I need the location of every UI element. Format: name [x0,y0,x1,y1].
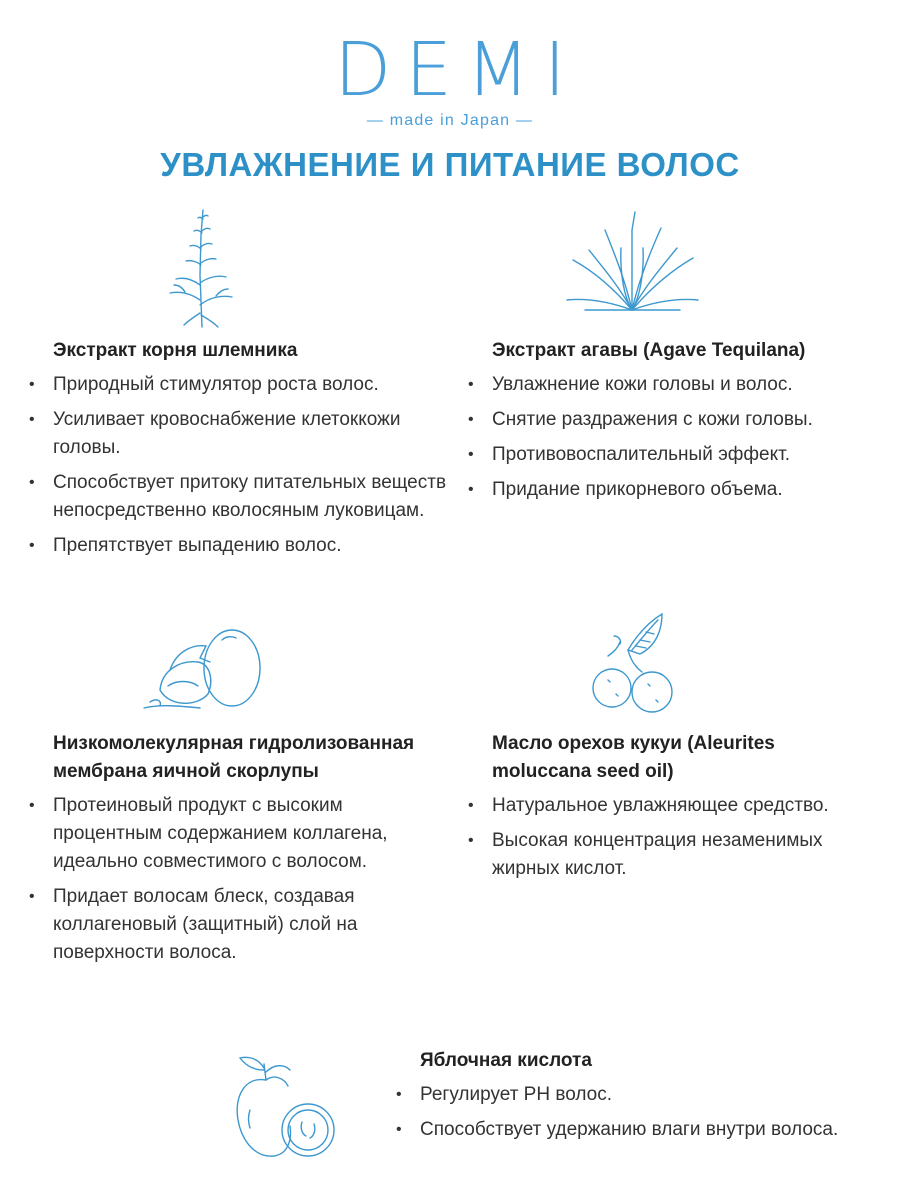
list-item: • Придание прикорневого объема. [492,476,892,504]
agave-plant-icon [565,210,700,315]
apple-icon [230,1050,340,1165]
section-egg-membrane [53,730,433,974]
list-item: • Высокая концентрация незаменимых жирных кислот. [492,827,852,883]
section-heading: Экстракт корня шлемника [53,340,298,361]
section-heading: Низкомолекулярная гидролизованная мембрана яичной скорлупы [53,733,415,782]
section-skullcap [53,337,453,567]
section-heading: Экстракт агавы (Agave Tequilana) [492,340,806,361]
brand-name: DEMI [334,27,580,113]
list-item: • Препятствует выпадению волос. [53,532,453,560]
list-item: • Способствует притоку питательных веществ непосредственно кволосяным луковицам. [53,469,453,525]
brand-tagline: — made in Japan — [366,112,534,129]
list-item: • Регулирует PH волос. [420,1081,840,1109]
list-item: • Снятие раздражения с кожи головы. [492,406,892,434]
section-points [53,792,433,967]
section-malic-acid [420,1047,840,1151]
list-item: • Натуральное увлажняющее средство. [492,792,852,820]
section-points [492,792,852,883]
list-item: • Протеиновый продукт с высоким процентным содержанием коллагена, идеально совместимого с волосом. [53,792,433,876]
list-item: • Способствует удержанию влаги внутри волоса. [420,1116,840,1144]
kukui-nut-icon [590,610,680,715]
list-item: • Усиливает кровоснабжение клетоккожи головы. [53,406,453,462]
section-points [492,371,892,504]
herb-sprig-icon [160,205,240,330]
section-points [420,1081,840,1144]
brand-logo [0,27,900,130]
section-points [53,371,453,560]
section-kukui-oil [492,730,852,890]
list-item: • Придает волосам блеск, создавая коллагеновый (защитный) слой на поверхности волоса. [53,883,433,967]
page-title: УВЛАЖНЕНИЕ И ПИТАНИЕ ВОЛОС [160,146,740,183]
list-item: • Увлажнение кожи головы и волос. [492,371,892,399]
section-heading: Масло орехов кукуи (Aleurites moluccana seed oil) [492,733,775,782]
list-item: • Противовоспалительный эффект. [492,441,892,469]
egg-icon [140,610,265,715]
section-agave [492,337,892,511]
section-heading: Яблочная кислота [420,1050,592,1071]
list-item: • Природный стимулятор роста волос. [53,371,453,399]
